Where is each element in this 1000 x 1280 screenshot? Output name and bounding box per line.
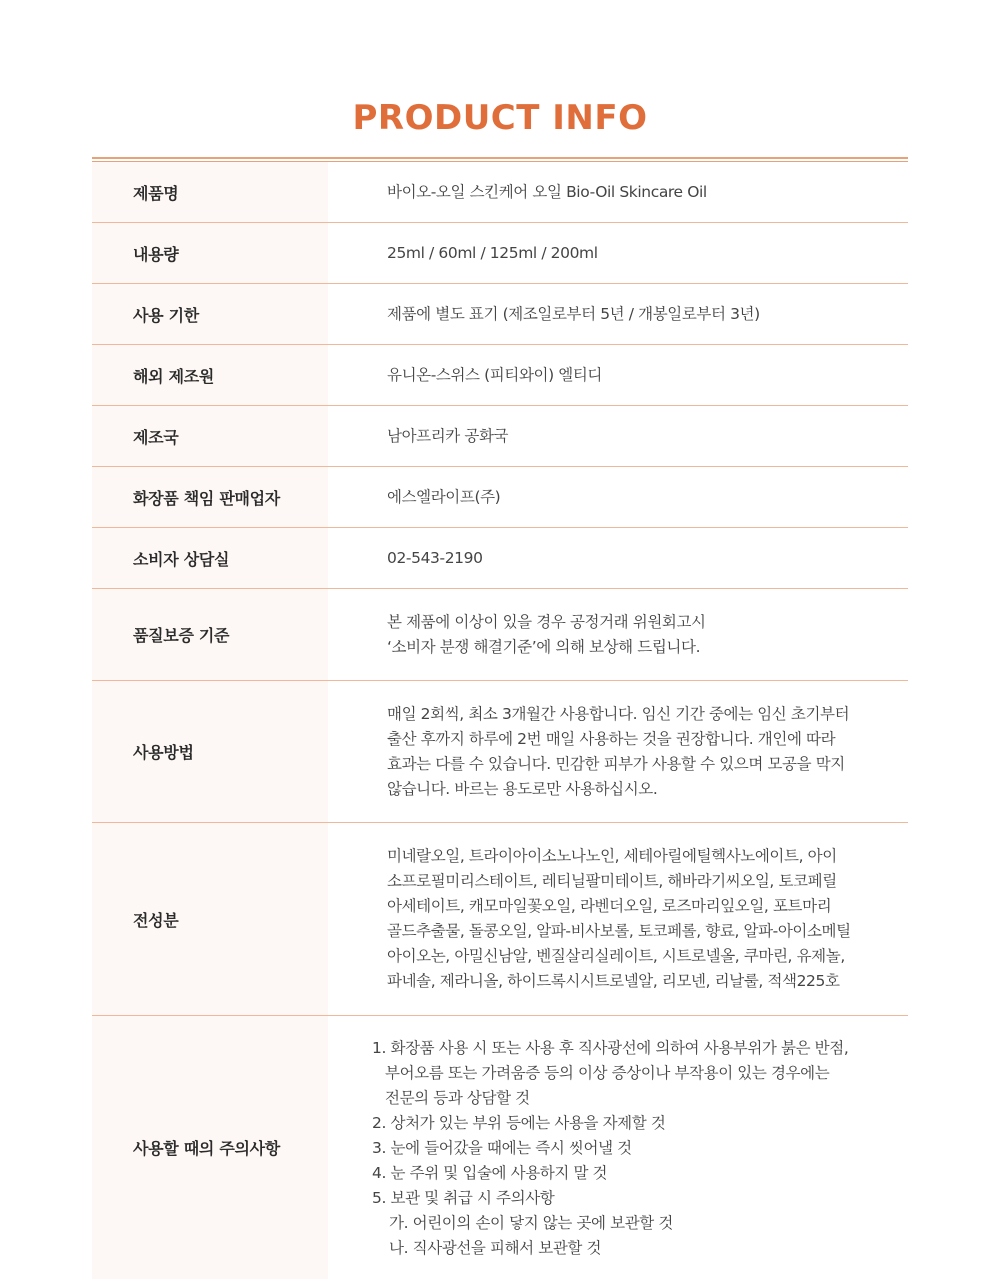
row-value xyxy=(328,823,908,1015)
table-row-customer-service xyxy=(92,528,908,589)
value-line: 남아프리카 공화국 xyxy=(387,426,509,445)
value-line: 미네랄오일, 트라이아이소노나노인, 세테아릴에틸헥사노에이트, 아이 xyxy=(387,847,837,865)
value-line: 본 제품에 이상이 있을 경우 공정거래 위원회고시 xyxy=(387,612,706,631)
table-row-expiry xyxy=(92,284,908,345)
row-value xyxy=(328,284,908,344)
value-line: 소프로필미리스테이트, 레티닐팔미테이트, 해바라기씨오일, 토코페릴 xyxy=(387,872,837,890)
row-value xyxy=(328,406,908,466)
value-line: 부어오름 또는 가려움증 등의 이상 증상이나 부작용이 있는 경우에는 xyxy=(385,1064,830,1082)
table-row-quality-guarantee xyxy=(92,589,908,681)
row-label: 화장품 책임 판매업자 xyxy=(92,467,328,527)
value-line: 매일 2회씩, 최소 3개월간 사용합니다. 임신 기간 중에는 임신 초기부터 xyxy=(387,704,850,723)
value-line: 출산 후까지 하루에 2번 매일 사용하는 것을 권장합니다. 개인에 따라 xyxy=(387,729,836,748)
row-label: 해외 제조원 xyxy=(92,345,328,405)
table-row-product-name xyxy=(92,162,908,223)
value-line: 바이오-오일 스킨케어 오일 Bio-Oil Skincare Oil xyxy=(387,182,707,201)
row-value xyxy=(328,467,908,527)
value-line: 제품에 별도 표기 (제조일로부터 5년 / 개봉일로부터 3년) xyxy=(387,304,760,323)
row-label: 제조국 xyxy=(92,406,328,466)
title-divider-thick xyxy=(92,157,908,159)
table-row-precautions xyxy=(92,1016,908,1279)
table-row-manufacturer xyxy=(92,345,908,406)
value-line: 1. 화장품 사용 시 또는 사용 후 직사광선에 의하여 사용부위가 붉은 반점, xyxy=(372,1039,849,1057)
value-line: 4. 눈 주위 및 입술에 사용하지 말 것 xyxy=(372,1164,608,1182)
table-row-seller xyxy=(92,467,908,528)
value-line: ‘소비자 분쟁 해결기준’에 의해 보상해 드립니다. xyxy=(387,637,701,656)
row-value xyxy=(328,1016,908,1279)
value-line: 나. 직사광선을 피해서 보관할 것 xyxy=(389,1239,602,1257)
table-row-ingredients xyxy=(92,823,908,1016)
row-label: 소비자 상담실 xyxy=(92,528,328,588)
value-line: 5. 보관 및 취급 시 주의사항 xyxy=(372,1189,555,1207)
value-line: 가. 어린이의 손이 닿지 않는 곳에 보관할 것 xyxy=(389,1214,673,1232)
value-line: 않습니다. 바르는 용도로만 사용하십시오. xyxy=(387,779,658,798)
product-info-table xyxy=(92,162,908,1279)
value-line: 에스엘라이프(주) xyxy=(387,487,501,506)
row-value xyxy=(328,162,908,222)
value-line: 전문의 등과 상담할 것 xyxy=(385,1089,530,1107)
value-line: 유니온-스위스 (피티와이) 엘티디 xyxy=(387,365,602,384)
row-label: 전성분 xyxy=(92,823,328,1015)
value-line: 02-543-2190 xyxy=(387,548,483,567)
row-value xyxy=(328,681,908,822)
table-row-usage xyxy=(92,681,908,823)
row-label: 사용방법 xyxy=(92,681,328,822)
row-label: 내용량 xyxy=(92,223,328,283)
value-line: 파네솔, 제라니올, 하이드록시시트로넬알, 리모넨, 리날룰, 적색225호 xyxy=(387,972,840,990)
value-line: 아이오논, 아밀신남알, 벤질살리실레이트, 시트로넬올, 쿠마린, 유제놀, xyxy=(387,947,845,965)
row-value xyxy=(328,223,908,283)
value-line: 아세테이트, 캐모마일꽃오일, 라벤더오일, 로즈마리잎오일, 포트마리 xyxy=(387,897,832,915)
row-value xyxy=(328,528,908,588)
value-line: 3. 눈에 들어갔을 때에는 즉시 씻어낼 것 xyxy=(372,1139,632,1157)
row-label: 사용 기한 xyxy=(92,284,328,344)
page-title: PRODUCT INFO xyxy=(352,98,648,138)
row-label: 제품명 xyxy=(92,162,328,222)
row-label: 품질보증 기준 xyxy=(92,589,328,680)
value-line: 효과는 다를 수 있습니다. 민감한 피부가 사용할 수 있으며 모공을 막지 xyxy=(387,754,845,773)
table-row-country xyxy=(92,406,908,467)
table-row-volume xyxy=(92,223,908,284)
row-label: 사용할 때의 주의사항 xyxy=(92,1016,328,1279)
value-line: 25ml / 60ml / 125ml / 200ml xyxy=(387,243,598,262)
row-value xyxy=(328,589,908,680)
value-line: 2. 상처가 있는 부위 등에는 사용을 자제할 것 xyxy=(372,1114,666,1132)
value-line: 골드추출물, 돌콩오일, 알파-비사보롤, 토코페롤, 향료, 알파-아이소메틸 xyxy=(387,922,851,940)
row-value xyxy=(328,345,908,405)
